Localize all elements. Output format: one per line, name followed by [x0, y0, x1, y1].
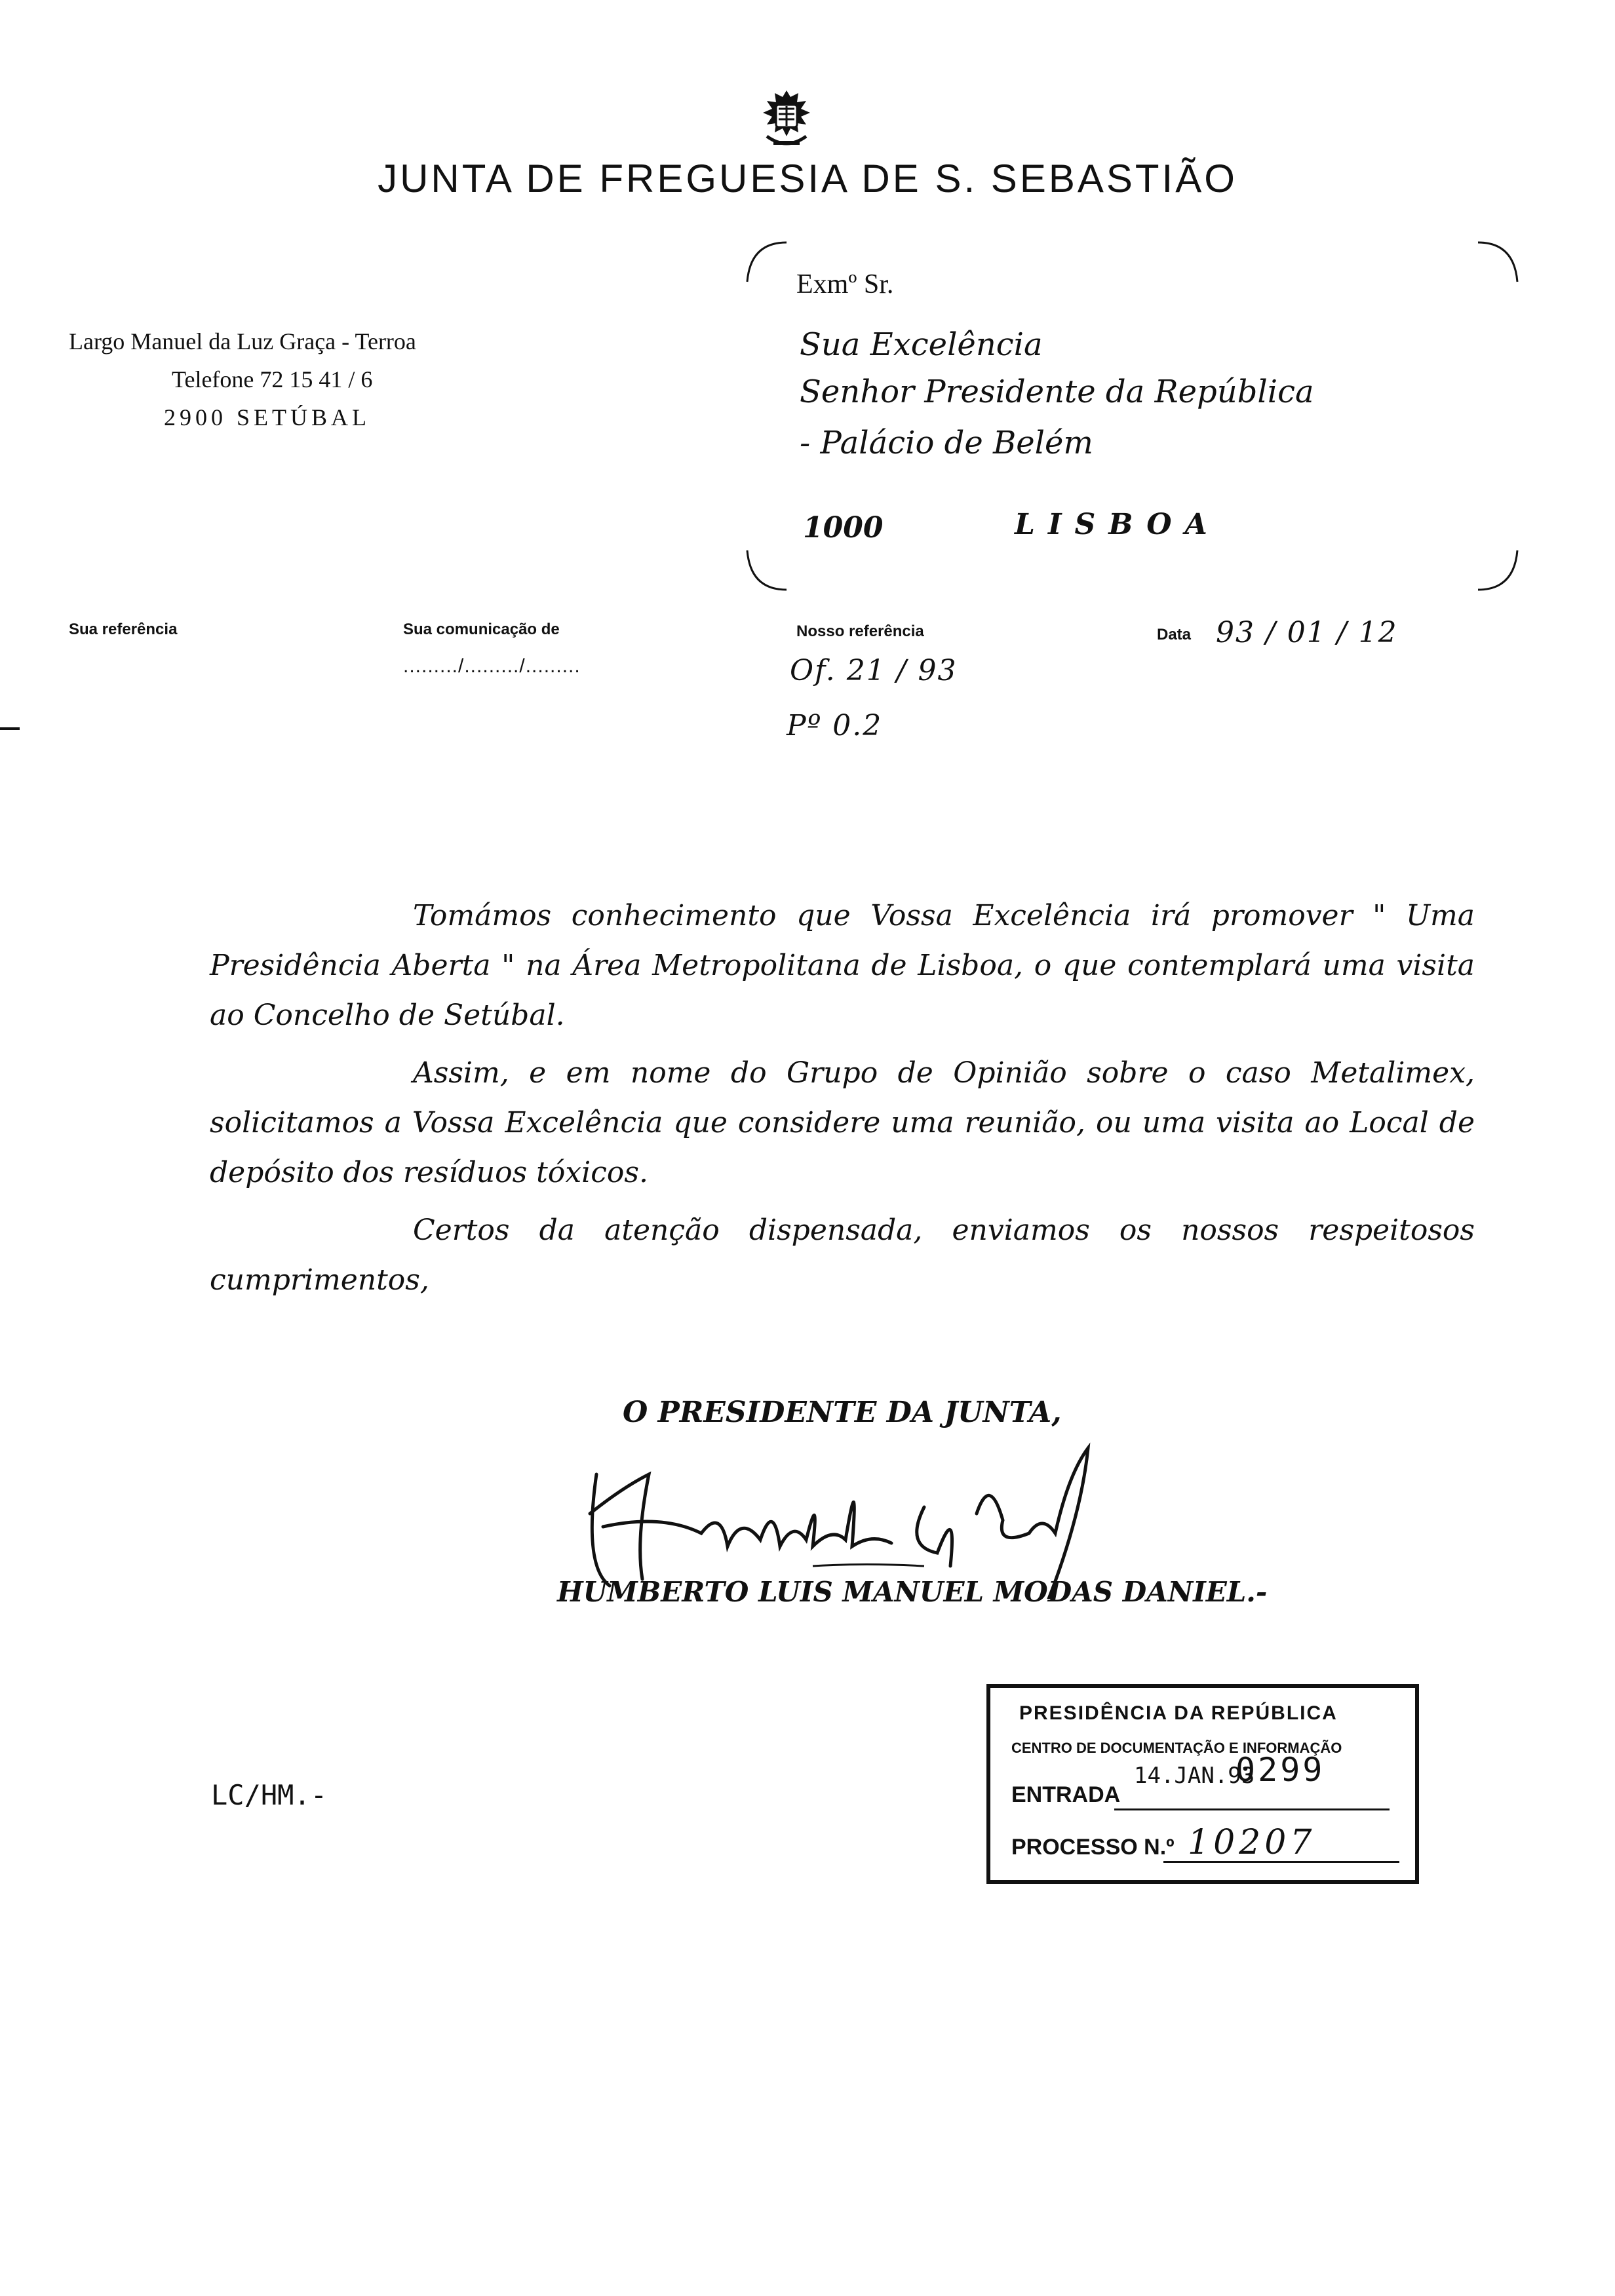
margin-mark — [0, 727, 20, 730]
frame-corner-bottom-right — [1475, 547, 1521, 593]
oficio-number: Of. 21 / 93 — [790, 654, 958, 687]
recipient-postal-code: 1000 — [803, 511, 884, 545]
recipient-salutation: Exmº Sr. — [796, 269, 894, 299]
signer-name: HUMBERTO LUIS MANUEL MODAS DANIEL.- — [557, 1576, 1268, 1608]
sender-city: 2900 SETÚBAL — [164, 404, 370, 430]
letter-body — [210, 891, 1475, 1313]
coat-of-arms-icon — [747, 85, 826, 157]
body-paragraph-2: Assim, e em nome do Grupo de Opinião sobre o caso Metalimex, solicitamos a Vossa Excelência que considere uma reunião, ou uma visita ao Local de depósito dos resíduos tóxicos. — [210, 1056, 1475, 1189]
frame-corner-top-right — [1475, 239, 1521, 285]
recipient-line-2: Senhor Presidente da República — [800, 373, 1314, 410]
sender-street: Largo Manuel da Luz Graça - Terroa — [69, 328, 416, 354]
recipient-line-3: - Palácio de Belém — [800, 425, 1093, 461]
sua-comunicacao-date: ........./........./......... — [403, 655, 581, 677]
sua-referencia-label: Sua referência — [69, 621, 178, 638]
stamp-title: PRESIDÊNCIA DA REPÚBLICA — [1019, 1702, 1338, 1724]
body-paragraph-1: Tomámos conhecimento que Vossa Excelência irá promover " Uma Presidência Aberta " na Área Metropolitana de Lisboa, o que contemplará uma visita ao Concelho de Setúbal. — [210, 899, 1475, 1032]
stamp-entrada-label: ENTRADA — [1011, 1782, 1121, 1807]
handwritten-signature — [570, 1435, 1114, 1599]
recipient-city: LISBOA — [1015, 508, 1220, 541]
organization-name: JUNTA DE FREGUESIA DE S. SEBASTIÃO — [378, 157, 1237, 201]
data-label: Data — [1157, 626, 1192, 643]
nossa-referencia-label: Nosso referência — [796, 622, 924, 640]
frame-corner-bottom-left — [744, 547, 790, 593]
stamp-entrada-line — [1114, 1808, 1390, 1810]
sender-phone: Telefone 72 15 41 / 6 — [172, 366, 373, 392]
recipient-line-1: Sua Excelência — [800, 326, 1043, 363]
typist-initials: LC/HM.- — [211, 1779, 328, 1811]
processo-number: Pº 0.2 — [787, 709, 883, 742]
stamp-processo-label: PROCESSO N.º — [1011, 1835, 1175, 1860]
stamp-entrada-number: 0299 — [1236, 1751, 1325, 1789]
stamp-processo-number: 10207 — [1188, 1823, 1316, 1862]
body-paragraph-3: Certos da atenção dispensada, enviamos os nossos respeitosos cumprimentos, — [210, 1214, 1475, 1297]
closing-role: O PRESIDENTE DA JUNTA, — [623, 1396, 1062, 1429]
stamp-subtitle: CENTRO DE DOCUMENTAÇÃO E INFORMAÇÃO — [1011, 1740, 1342, 1756]
frame-corner-top-left — [744, 239, 790, 285]
stamp-entrada-date: 14.JAN.93 — [1134, 1763, 1255, 1789]
letter-date: 93 / 01 / 12 — [1216, 616, 1398, 649]
sua-comunicacao-label: Sua comunicação de — [403, 621, 560, 638]
